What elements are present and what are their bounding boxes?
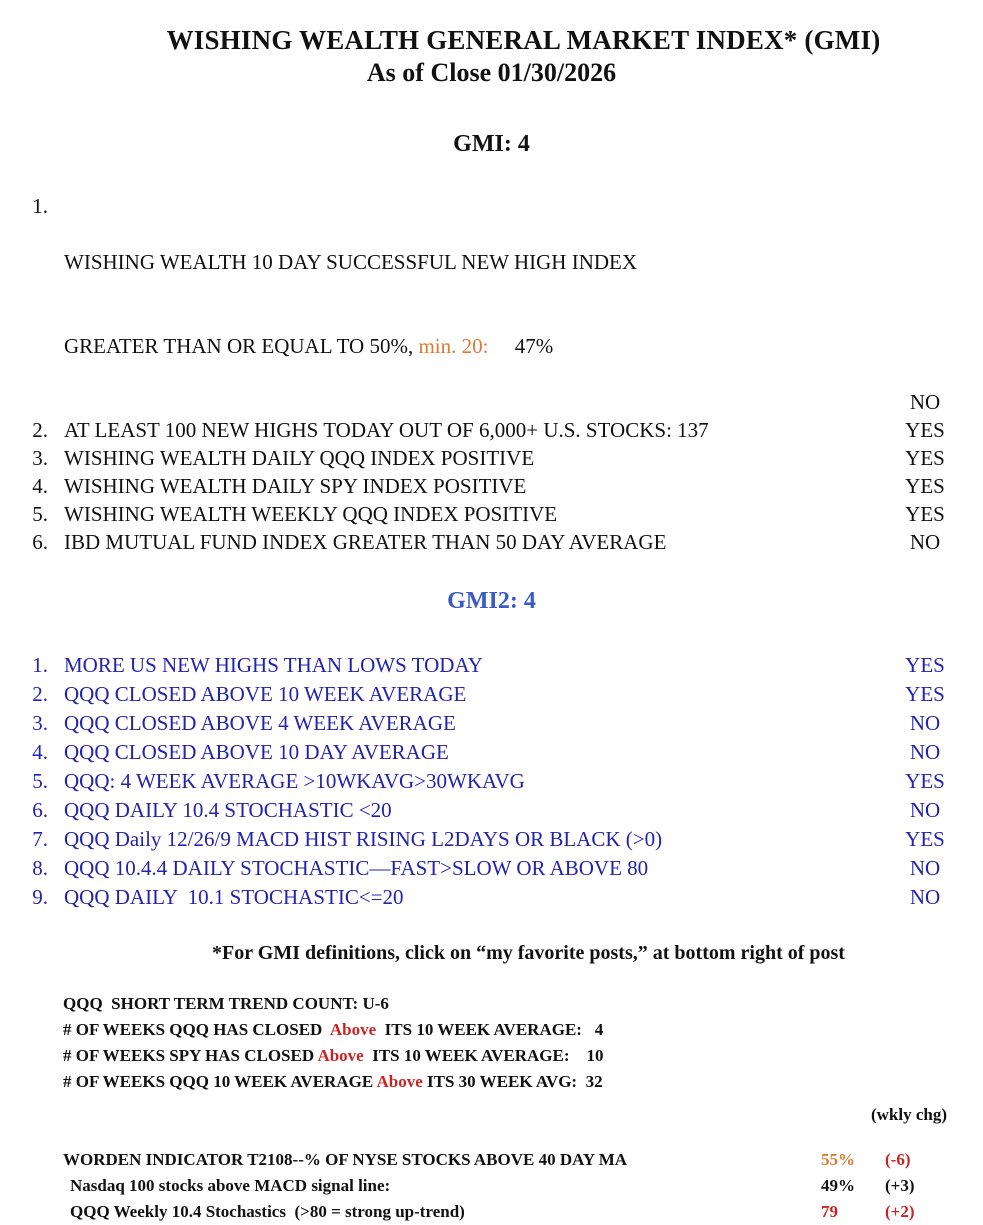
above-highlight: Above (329, 1020, 377, 1039)
item-answer: NO (909, 390, 941, 414)
item-number: 9. (32, 885, 48, 909)
nasdaq100-macd-row (63, 1173, 955, 1199)
gmi2-item-2 (0, 680, 983, 709)
page-title: WISHING WEALTH GENERAL MARKET INDEX* (GMI) (166, 25, 881, 55)
gmi-item-5 (0, 500, 983, 528)
indicator-value: 49% (821, 1176, 855, 1195)
item-answer: NO (909, 856, 941, 880)
item-number: 3. (32, 446, 48, 470)
stat-suffix: ITS 30 WEEK AVG: 32 (422, 1072, 603, 1091)
item-answer: NO (909, 530, 941, 554)
gmi-score-heading: GMI: 4 (453, 131, 530, 157)
gmi-definitions-footnote: *For GMI definitions, click on “my favorite posts,” at bottom right of post (212, 942, 845, 964)
gmi2-item-1 (0, 651, 983, 680)
item-text: WISHING WEALTH WEEKLY QQQ INDEX POSITIVE (64, 502, 558, 526)
indicator-weekly-change: (+2) (885, 1202, 915, 1221)
indicator-value: 55% (821, 1150, 855, 1169)
item-answer: YES (905, 418, 945, 442)
gmi-report-document (0, 24, 983, 1221)
gmi2-item-7 (0, 825, 983, 854)
above-highlight: Above (317, 1046, 364, 1065)
gmi2-item-9 (0, 883, 983, 912)
item-current-value: 47% (488, 334, 554, 358)
item-answer: YES (905, 502, 945, 526)
gmi2-indicator-list (0, 651, 983, 912)
indicator-weekly-change: (+3) (885, 1176, 915, 1195)
item-text: MORE US NEW HIGHS THAN LOWS TODAY (64, 653, 483, 677)
item-number: 1. (32, 194, 48, 218)
stat-prefix: # OF WEEKS SPY HAS CLOSED (63, 1046, 318, 1065)
weeks-10wk-above-30wk (63, 1069, 983, 1095)
stat-prefix: # OF WEEKS QQQ 10 WEEK AVERAGE (63, 1072, 377, 1091)
gmi-item-3 (0, 444, 983, 472)
item-text: QQQ: 4 WEEK AVERAGE >10WKAVG>30WKAVG (64, 769, 525, 793)
item-text: QQQ Daily 12/26/9 MACD HIST RISING L2DAYS OR BLACK (>0) (64, 827, 663, 851)
item-text-line1: WISHING WEALTH 10 DAY SUCCESSFUL NEW HIGH INDEX (64, 250, 638, 274)
indicator-label: Nasdaq 100 stocks above MACD signal line: (70, 1176, 391, 1195)
item-text: WISHING WEALTH DAILY SPY INDEX POSITIVE (64, 474, 527, 498)
item-answer: YES (905, 474, 945, 498)
item-number: 2. (32, 682, 48, 706)
above-highlight: Above (376, 1072, 423, 1091)
item-text: QQQ CLOSED ABOVE 10 DAY AVERAGE (64, 740, 449, 764)
item-text: QQQ DAILY 10.1 STOCHASTIC<=20 (64, 885, 404, 909)
gmi2-item-4 (0, 738, 983, 767)
item-number: 6. (32, 798, 48, 822)
indicator-value: 79 (821, 1202, 838, 1221)
item-text: QQQ CLOSED ABOVE 10 WEEK AVERAGE (64, 682, 467, 706)
item-number: 6. (32, 530, 48, 554)
stat-suffix: ITS 10 WEEK AVERAGE: 4 (376, 1020, 604, 1039)
item-text: WISHING WEALTH DAILY QQQ INDEX POSITIVE (64, 446, 535, 470)
item-answer: YES (905, 653, 945, 677)
item-number: 5. (32, 502, 48, 526)
item-number: 4. (32, 474, 48, 498)
min-threshold-highlight: min. 20: (418, 334, 489, 358)
item-text: AT LEAST 100 NEW HIGHS TODAY OUT OF 6,000+ U.S. STOCKS: 137 (64, 418, 709, 442)
gmi-item-4 (0, 472, 983, 500)
weeks-spy-above-10wk (63, 1043, 983, 1069)
item-text-line2 (64, 332, 885, 360)
item-answer: NO (909, 798, 941, 822)
stat-prefix: # OF WEEKS QQQ HAS CLOSED (63, 1020, 330, 1039)
item-answer: YES (905, 446, 945, 470)
item-number: 4. (32, 740, 48, 764)
item-answer: NO (909, 740, 941, 764)
breadth-indicators-block (63, 1147, 955, 1225)
item-text-line2-prefix: GREATER THAN OR EQUAL TO 50%, (64, 334, 419, 358)
item-number: 8. (32, 856, 48, 880)
item-answer: NO (909, 711, 941, 735)
item-text (64, 192, 885, 416)
gmi-indicator-list (0, 192, 983, 556)
indicator-weekly-change: (-6) (885, 1150, 911, 1169)
weeks-qqq-above-10wk (63, 1017, 983, 1043)
item-answer: NO (909, 885, 941, 909)
item-text: QQQ 10.4.4 DAILY STOCHASTIC—FAST>SLOW OR ABOVE 80 (64, 856, 649, 880)
item-answer: YES (905, 682, 945, 706)
item-number: 3. (32, 711, 48, 735)
gmi-item-6 (0, 528, 983, 556)
indicator-label: WORDEN INDICATOR T2108--% OF NYSE STOCKS ABOVE 40 DAY MA (63, 1150, 628, 1169)
short-term-trend-count: QQQ SHORT TERM TREND COUNT: U-6 (63, 994, 389, 1013)
gmi-item-2 (0, 416, 983, 444)
gmi2-score-heading: GMI2: 4 (447, 588, 536, 614)
item-text: QQQ DAILY 10.4 STOCHASTIC <20 (64, 798, 392, 822)
indicator-label: QQQ Weekly 10.4 Stochastics (>80 = strong up-trend) (70, 1202, 465, 1221)
item-text: QQQ CLOSED ABOVE 4 WEEK AVERAGE (64, 711, 456, 735)
gmi2-item-6 (0, 796, 983, 825)
gmi2-item-5 (0, 767, 983, 796)
item-number: 7. (32, 827, 48, 851)
qqq-weekly-stochastics-row (63, 1199, 955, 1225)
worden-t2108-row (63, 1147, 955, 1173)
item-answer: YES (905, 769, 945, 793)
gmi2-item-3 (0, 709, 983, 738)
item-text: IBD MUTUAL FUND INDEX GREATER THAN 50 DAY AVERAGE (64, 530, 667, 554)
stat-suffix: ITS 10 WEEK AVERAGE: 10 (363, 1046, 604, 1065)
gmi2-item-8 (0, 854, 983, 883)
item-number: 5. (32, 769, 48, 793)
gmi-item-1 (0, 192, 983, 416)
trend-stats-block (63, 991, 983, 1095)
page-subtitle: As of Close 01/30/2026 (366, 58, 617, 87)
item-answer: YES (905, 827, 945, 851)
item-number: 2. (32, 418, 48, 442)
item-number: 1. (32, 653, 48, 677)
weekly-change-column-header: (wkly chg) (870, 1105, 947, 1124)
